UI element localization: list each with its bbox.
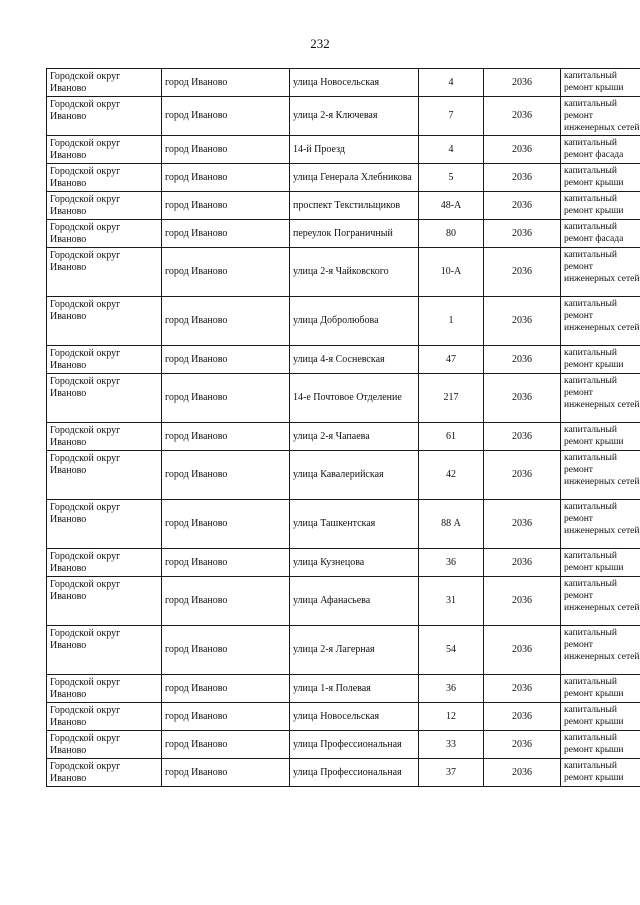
cell-street: переулок Пограничный [290,220,419,248]
table-row [47,626,640,675]
cell-year: 2036 [484,248,561,297]
cell-city: город Иваново [162,626,290,675]
cell-work-type: капитальный ремонт крыши [561,731,640,759]
table-row [47,297,640,346]
cell-work-type: капитальный ремонт инженерных сетей [561,451,640,500]
table-row [47,451,640,500]
table-row [47,703,640,731]
cell-house-number: 36 [419,549,484,577]
repair-schedule-table [46,68,640,787]
cell-work-type: капитальный ремонт инженерных сетей [561,626,640,675]
page-number: 232 [310,36,330,51]
table-row [47,220,640,248]
cell-house-number: 7 [419,97,484,136]
cell-city: город Иваново [162,549,290,577]
cell-city: город Иваново [162,423,290,451]
cell-house-number: 80 [419,220,484,248]
cell-okrug: Городской округ Иваново [47,192,162,220]
cell-year: 2036 [484,374,561,423]
cell-okrug: Городской округ Иваново [47,248,162,297]
cell-year: 2036 [484,675,561,703]
cell-okrug: Городской округ Иваново [47,731,162,759]
cell-okrug: Городской округ Иваново [47,500,162,549]
cell-street: улица Кузнецова [290,549,419,577]
cell-city: город Иваново [162,500,290,549]
cell-okrug: Городской округ Иваново [47,97,162,136]
cell-street: улица Кавалерийская [290,451,419,500]
cell-city: город Иваново [162,220,290,248]
cell-house-number: 1 [419,297,484,346]
cell-city: город Иваново [162,577,290,626]
cell-city: город Иваново [162,703,290,731]
table-row [47,192,640,220]
cell-okrug: Городской округ Иваново [47,69,162,97]
cell-house-number: 48-А [419,192,484,220]
cell-city: город Иваново [162,164,290,192]
table-row [47,374,640,423]
table-row [47,346,640,374]
cell-work-type: капитальный ремонт крыши [561,549,640,577]
cell-work-type: капитальный ремонт крыши [561,423,640,451]
cell-house-number: 88 А [419,500,484,549]
cell-year: 2036 [484,164,561,192]
cell-street: улица Ташкентская [290,500,419,549]
cell-house-number: 47 [419,346,484,374]
cell-city: город Иваново [162,297,290,346]
cell-year: 2036 [484,626,561,675]
cell-work-type: капитальный ремонт инженерных сетей [561,577,640,626]
cell-okrug: Городской округ Иваново [47,675,162,703]
cell-work-type: капитальный ремонт инженерных сетей [561,374,640,423]
cell-street: улица 2-я Ключевая [290,97,419,136]
cell-street: улица Новосельская [290,69,419,97]
table-row [47,164,640,192]
cell-work-type: капитальный ремонт инженерных сетей [561,248,640,297]
cell-street: улица Профессиональная [290,759,419,787]
cell-city: город Иваново [162,731,290,759]
table-body [47,69,640,787]
cell-house-number: 4 [419,69,484,97]
cell-year: 2036 [484,451,561,500]
cell-okrug: Городской округ Иваново [47,423,162,451]
cell-okrug: Городской округ Иваново [47,577,162,626]
cell-street: 14-е Почтовое Отделение [290,374,419,423]
table-row [47,549,640,577]
cell-city: город Иваново [162,136,290,164]
table-row [47,97,640,136]
cell-house-number: 61 [419,423,484,451]
table-row [47,759,640,787]
table-row [47,731,640,759]
cell-year: 2036 [484,577,561,626]
cell-street: улица Добролюбова [290,297,419,346]
cell-okrug: Городской округ Иваново [47,626,162,675]
cell-okrug: Городской округ Иваново [47,297,162,346]
table-row [47,577,640,626]
cell-year: 2036 [484,423,561,451]
cell-year: 2036 [484,220,561,248]
cell-street: улица 4-я Сосневская [290,346,419,374]
cell-city: город Иваново [162,374,290,423]
cell-city: город Иваново [162,192,290,220]
cell-okrug: Городской округ Иваново [47,451,162,500]
cell-okrug: Городской округ Иваново [47,759,162,787]
table-row [47,423,640,451]
cell-year: 2036 [484,297,561,346]
cell-street: улица Новосельская [290,703,419,731]
cell-year: 2036 [484,731,561,759]
cell-city: город Иваново [162,346,290,374]
cell-street: улица 2-я Чайковского [290,248,419,297]
table-row [47,69,640,97]
cell-work-type: капитальный ремонт инженерных сетей [561,500,640,549]
cell-year: 2036 [484,703,561,731]
cell-okrug: Городской округ Иваново [47,703,162,731]
cell-city: город Иваново [162,248,290,297]
cell-city: город Иваново [162,451,290,500]
table-row [47,500,640,549]
cell-okrug: Городской округ Иваново [47,220,162,248]
cell-house-number: 5 [419,164,484,192]
cell-street: улица 1-я Полевая [290,675,419,703]
cell-work-type: капитальный ремонт крыши [561,346,640,374]
cell-street: улица Генерала Хлебникова [290,164,419,192]
cell-year: 2036 [484,346,561,374]
cell-house-number: 217 [419,374,484,423]
cell-house-number: 31 [419,577,484,626]
cell-house-number: 12 [419,703,484,731]
cell-okrug: Городской округ Иваново [47,346,162,374]
cell-city: город Иваново [162,759,290,787]
cell-street: улица Профессиональная [290,731,419,759]
cell-street: улица Афанасьева [290,577,419,626]
cell-work-type: капитальный ремонт крыши [561,164,640,192]
cell-okrug: Городской округ Иваново [47,164,162,192]
cell-work-type: капитальный ремонт крыши [561,69,640,97]
cell-house-number: 33 [419,731,484,759]
cell-house-number: 42 [419,451,484,500]
table-row [47,675,640,703]
cell-street: улица 2-я Лагерная [290,626,419,675]
cell-work-type: капитальный ремонт фасада [561,136,640,164]
cell-okrug: Городской округ Иваново [47,549,162,577]
cell-work-type: капитальный ремонт фасада [561,220,640,248]
cell-year: 2036 [484,500,561,549]
cell-street: проспект Текстильщиков [290,192,419,220]
cell-house-number: 37 [419,759,484,787]
table-row [47,248,640,297]
cell-house-number: 54 [419,626,484,675]
cell-work-type: капитальный ремонт крыши [561,675,640,703]
cell-okrug: Городской округ Иваново [47,136,162,164]
cell-house-number: 36 [419,675,484,703]
cell-okrug: Городской округ Иваново [47,374,162,423]
cell-house-number: 4 [419,136,484,164]
cell-year: 2036 [484,136,561,164]
cell-work-type: капитальный ремонт крыши [561,703,640,731]
cell-work-type: капитальный ремонт инженерных сетей [561,297,640,346]
table-row [47,136,640,164]
cell-year: 2036 [484,549,561,577]
cell-year: 2036 [484,97,561,136]
cell-city: город Иваново [162,675,290,703]
cell-work-type: капитальный ремонт крыши [561,192,640,220]
cell-street: 14-й Проезд [290,136,419,164]
cell-year: 2036 [484,192,561,220]
cell-city: город Иваново [162,69,290,97]
cell-work-type: капитальный ремонт инженерных сетей [561,97,640,136]
cell-street: улица 2-я Чапаева [290,423,419,451]
cell-city: город Иваново [162,97,290,136]
cell-year: 2036 [484,759,561,787]
cell-year: 2036 [484,69,561,97]
cell-work-type: капитальный ремонт крыши [561,759,640,787]
cell-house-number: 10-А [419,248,484,297]
